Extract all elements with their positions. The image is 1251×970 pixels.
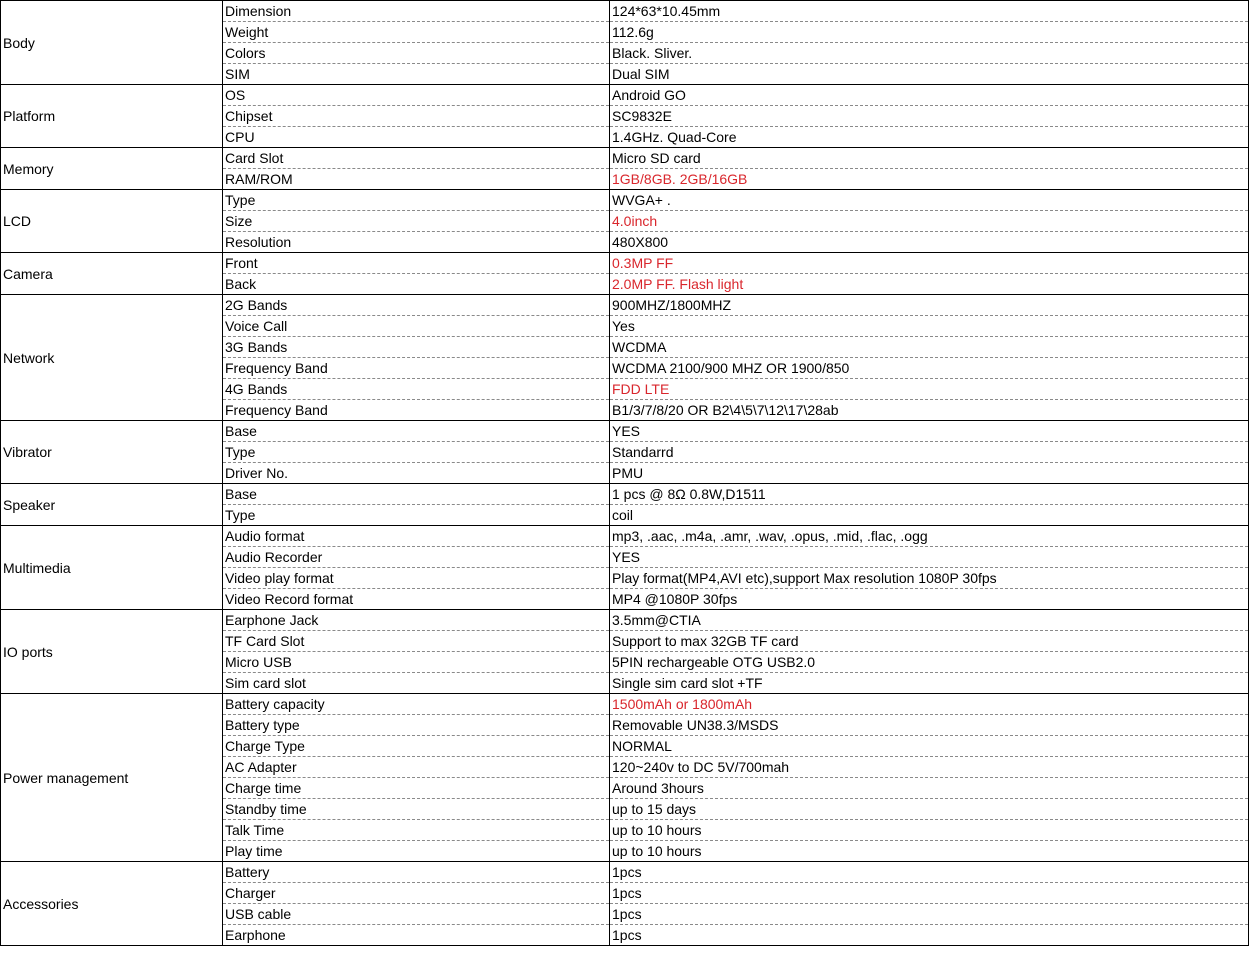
value-cell: WCDMA <box>610 337 1249 358</box>
property-cell: Frequency Band <box>223 358 610 379</box>
property-cell: Battery type <box>223 715 610 736</box>
property-cell: Type <box>223 505 610 526</box>
value-cell: 120~240v to DC 5V/700mah <box>610 757 1249 778</box>
property-cell: OS <box>223 85 610 106</box>
property-cell: USB cable <box>223 904 610 925</box>
property-cell: Charge time <box>223 778 610 799</box>
property-cell: Earphone <box>223 925 610 946</box>
value-cell: Black. Sliver. <box>610 43 1249 64</box>
value-cell: PMU <box>610 463 1249 484</box>
property-cell: Audio format <box>223 526 610 547</box>
property-cell: Driver No. <box>223 463 610 484</box>
property-cell: Battery <box>223 862 610 883</box>
value-cell: 1500mAh or 1800mAh <box>610 694 1249 715</box>
property-cell: Resolution <box>223 232 610 253</box>
value-cell: 112.6g <box>610 22 1249 43</box>
spec-table-body <box>1 1 1249 946</box>
property-cell: Back <box>223 274 610 295</box>
value-cell: YES <box>610 547 1249 568</box>
property-cell: 2G Bands <box>223 295 610 316</box>
property-cell: Frequency Band <box>223 400 610 421</box>
property-cell: Sim card slot <box>223 673 610 694</box>
property-cell: Type <box>223 442 610 463</box>
property-cell: Charger <box>223 883 610 904</box>
property-cell: Play time <box>223 841 610 862</box>
property-cell: TF Card Slot <box>223 631 610 652</box>
property-cell: Video play format <box>223 568 610 589</box>
value-cell: 4.0inch <box>610 211 1249 232</box>
value-cell: NORMAL <box>610 736 1249 757</box>
value-cell: Yes <box>610 316 1249 337</box>
table-row <box>1 295 1249 316</box>
value-cell: YES <box>610 421 1249 442</box>
table-row <box>1 862 1249 883</box>
category-cell: Speaker <box>1 484 223 526</box>
property-cell: Micro USB <box>223 652 610 673</box>
value-cell: 480X800 <box>610 232 1249 253</box>
value-cell: Standarrd <box>610 442 1249 463</box>
value-cell: WCDMA 2100/900 MHZ OR 1900/850 <box>610 358 1249 379</box>
value-cell: Support to max 32GB TF card <box>610 631 1249 652</box>
value-cell: WVGA+ . <box>610 190 1249 211</box>
property-cell: Earphone Jack <box>223 610 610 631</box>
property-cell: CPU <box>223 127 610 148</box>
property-cell: RAM/ROM <box>223 169 610 190</box>
table-row <box>1 253 1249 274</box>
value-cell: 1pcs <box>610 904 1249 925</box>
value-cell: mp3, .aac, .m4a, .amr, .wav, .opus, .mid, .flac, .ogg <box>610 526 1249 547</box>
property-cell: Weight <box>223 22 610 43</box>
value-cell: B1/3/7/8/20 OR B2\4\5\7\12\17\28ab <box>610 400 1249 421</box>
value-cell: Dual SIM <box>610 64 1249 85</box>
category-cell: IO ports <box>1 610 223 694</box>
table-row <box>1 85 1249 106</box>
category-cell: Platform <box>1 85 223 148</box>
category-cell: Power management <box>1 694 223 862</box>
property-cell: Dimension <box>223 1 610 22</box>
property-cell: Base <box>223 484 610 505</box>
value-cell: 900MHZ/1800MHZ <box>610 295 1249 316</box>
category-cell: Memory <box>1 148 223 190</box>
table-row <box>1 694 1249 715</box>
property-cell: AC Adapter <box>223 757 610 778</box>
value-cell: 1pcs <box>610 883 1249 904</box>
value-cell: Micro SD card <box>610 148 1249 169</box>
table-row <box>1 1 1249 22</box>
value-cell: 124*63*10.45mm <box>610 1 1249 22</box>
table-row <box>1 610 1249 631</box>
table-row <box>1 484 1249 505</box>
property-cell: Video Record format <box>223 589 610 610</box>
property-cell: Size <box>223 211 610 232</box>
category-cell: Vibrator <box>1 421 223 484</box>
property-cell: Base <box>223 421 610 442</box>
category-cell: LCD <box>1 190 223 253</box>
property-cell: Talk Time <box>223 820 610 841</box>
value-cell: 1 pcs @ 8Ω 0.8W,D1511 <box>610 484 1249 505</box>
property-cell: Type <box>223 190 610 211</box>
value-cell: coil <box>610 505 1249 526</box>
value-cell: 3.5mm@CTIA <box>610 610 1249 631</box>
property-cell: 4G Bands <box>223 379 610 400</box>
property-cell: Voice Call <box>223 316 610 337</box>
value-cell: FDD LTE <box>610 379 1249 400</box>
value-cell: Play format(MP4,AVI etc),support Max resolution 1080P 30fps <box>610 568 1249 589</box>
property-cell: Front <box>223 253 610 274</box>
value-cell: Android GO <box>610 85 1249 106</box>
value-cell: 1GB/8GB. 2GB/16GB <box>610 169 1249 190</box>
property-cell: Audio Recorder <box>223 547 610 568</box>
value-cell: 1pcs <box>610 925 1249 946</box>
value-cell: SC9832E <box>610 106 1249 127</box>
value-cell: Removable UN38.3/MSDS <box>610 715 1249 736</box>
value-cell: Around 3hours <box>610 778 1249 799</box>
category-cell: Body <box>1 1 223 85</box>
value-cell: 0.3MP FF <box>610 253 1249 274</box>
property-cell: Chipset <box>223 106 610 127</box>
property-cell: Colors <box>223 43 610 64</box>
value-cell: 2.0MP FF. Flash light <box>610 274 1249 295</box>
value-cell: up to 10 hours <box>610 841 1249 862</box>
value-cell: 1.4GHz. Quad-Core <box>610 127 1249 148</box>
value-cell: Single sim card slot +TF <box>610 673 1249 694</box>
property-cell: 3G Bands <box>223 337 610 358</box>
property-cell: Standby time <box>223 799 610 820</box>
value-cell: MP4 @1080P 30fps <box>610 589 1249 610</box>
category-cell: Accessories <box>1 862 223 946</box>
table-row <box>1 148 1249 169</box>
category-cell: Multimedia <box>1 526 223 610</box>
value-cell: up to 15 days <box>610 799 1249 820</box>
value-cell: 5PIN rechargeable OTG USB2.0 <box>610 652 1249 673</box>
value-cell: 1pcs <box>610 862 1249 883</box>
value-cell: up to 10 hours <box>610 820 1249 841</box>
category-cell: Network <box>1 295 223 421</box>
table-row <box>1 526 1249 547</box>
property-cell: SIM <box>223 64 610 85</box>
property-cell: Battery capacity <box>223 694 610 715</box>
property-cell: Charge Type <box>223 736 610 757</box>
property-cell: Card Slot <box>223 148 610 169</box>
table-row <box>1 421 1249 442</box>
category-cell: Camera <box>1 253 223 295</box>
table-row <box>1 190 1249 211</box>
